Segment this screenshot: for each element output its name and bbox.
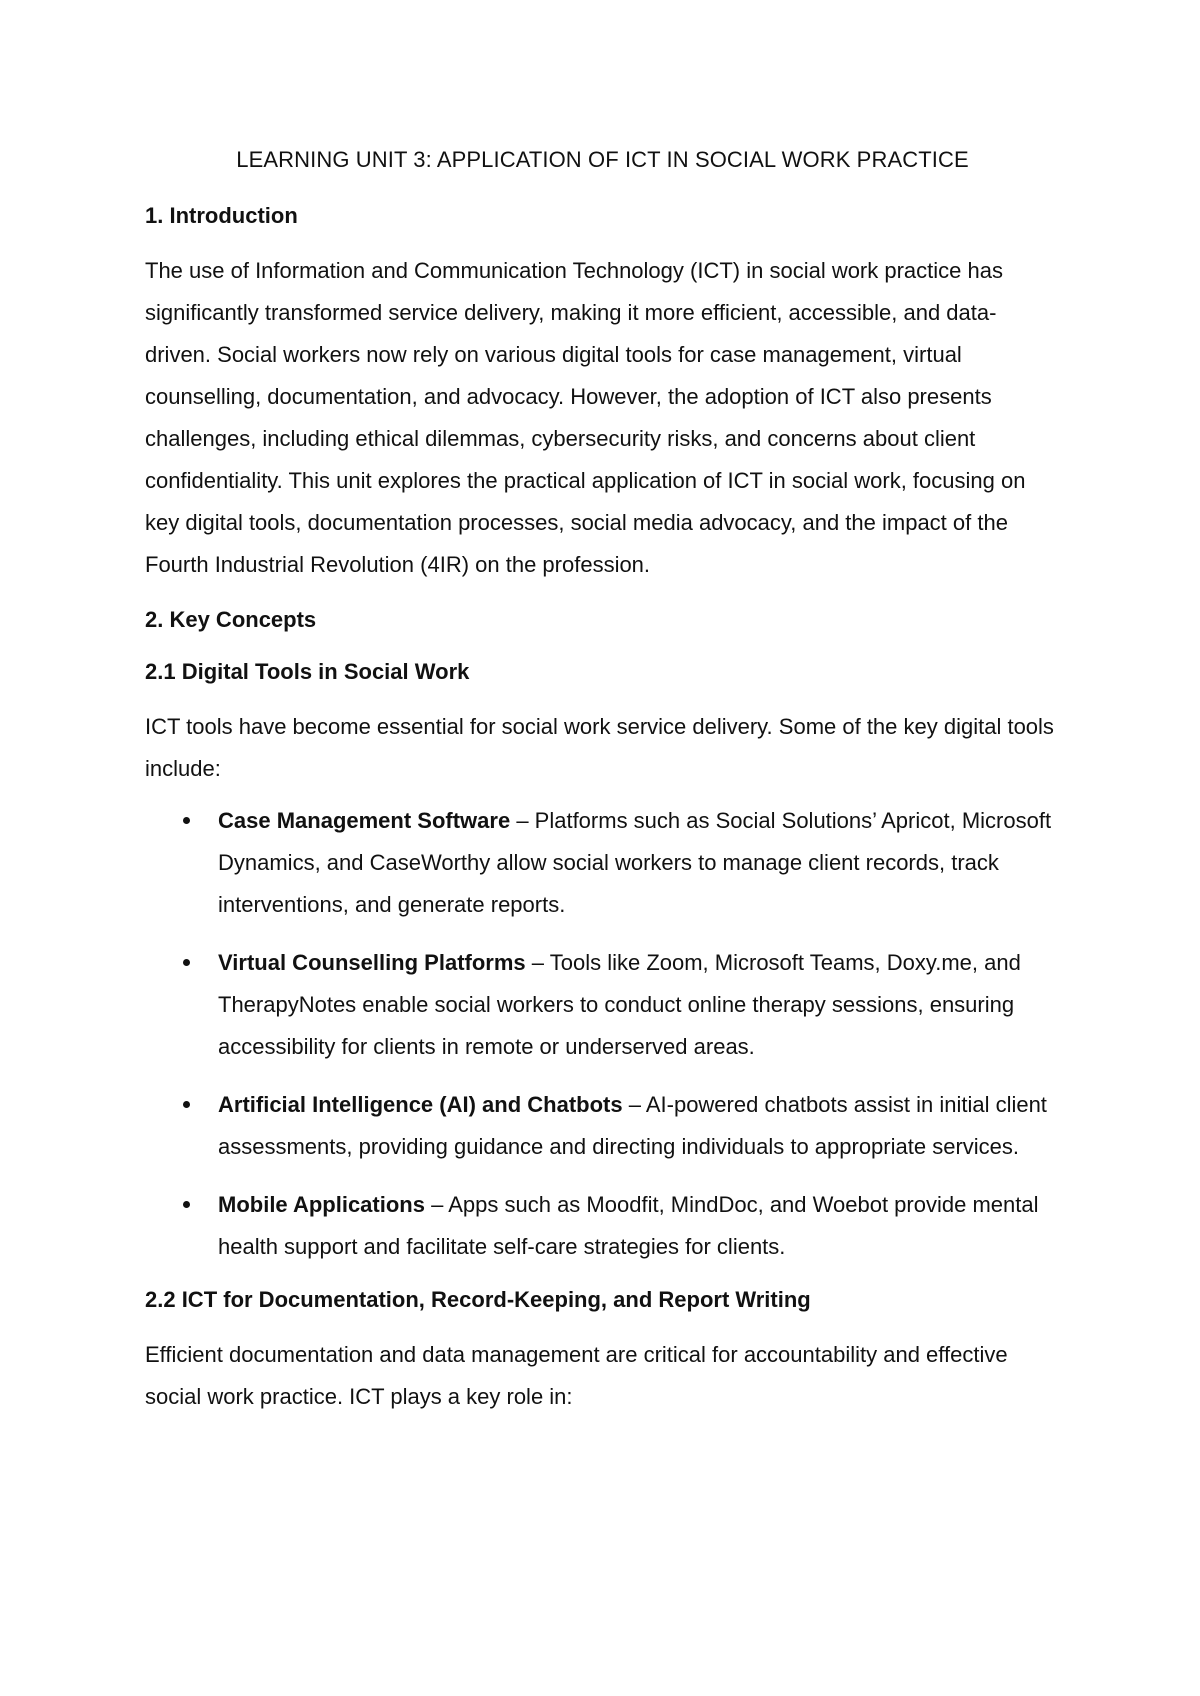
list-item-text: – AI-powered chatbots assist in initial client assessments, providing guidance and directing individuals to appropriate services.: [218, 1092, 1047, 1159]
introduction-paragraph: The use of Information and Communication Technology (ICT) in social work practice has significantly transformed service delivery, making it more efficient, accessible, and data-driven. Social workers now rely on various digital tools for case management, virtual counselling, documentation, and advocacy. However, the adoption of ICT also presents challenges, including ethical dilemmas, cybersecurity risks, and concerns about client confidentiality. This unit explores the practical application of ICT in social work, focusing on key digital tools, documentation processes, social media advocacy, and the impact of the Fourth Industrial Revolution (4IR) on the profession.: [145, 258, 1026, 577]
subsection-heading-documentation: 2.2 ICT for Documentation, Record-Keeping, and Report Writing: [145, 1287, 811, 1312]
list-item-term: Case Management Software: [218, 808, 511, 833]
section-heading-key-concepts: 2. Key Concepts: [145, 607, 317, 632]
section-heading-introduction: 1. Introduction: [145, 203, 298, 228]
bullet-icon: [183, 817, 190, 824]
list-item-term: Virtual Counselling Platforms: [218, 950, 526, 975]
documentation-paragraph: Efficient documentation and data management are critical for accountability and effective social work practice. ICT plays a key role in:: [145, 1342, 1008, 1409]
digital-tools-paragraph: ICT tools have become essential for social work service delivery. Some of the key digital tools include:: [145, 714, 1054, 781]
list-item-text: – Apps such as Moodfit, MindDoc, and Woebot provide mental health support and facilitate self-care strategies for clients.: [218, 1192, 1039, 1259]
bullet-icon: [183, 959, 190, 966]
list-item: [145, 1084, 1060, 1168]
list-item-text: – Platforms such as Social Solutions’ Apricot, Microsoft Dynamics, and CaseWorthy allow social workers to manage client records, track interventions, and generate reports.: [218, 808, 1052, 917]
document-title: LEARNING UNIT 3: APPLICATION OF ICT IN SOCIAL WORK PRACTICE: [236, 147, 969, 172]
list-item: [145, 800, 1060, 926]
list-item: [145, 942, 1060, 1068]
list-item-term: Mobile Applications: [218, 1192, 425, 1217]
bullet-icon: [183, 1201, 190, 1208]
list-item-term: Artificial Intelligence (AI) and Chatbots: [218, 1092, 623, 1117]
digital-tools-list: [145, 800, 1060, 1268]
subsection-heading-digital-tools: 2.1 Digital Tools in Social Work: [145, 659, 470, 684]
list-item: [145, 1184, 1060, 1268]
bullet-icon: [183, 1101, 190, 1108]
list-item-text: – Tools like Zoom, Microsoft Teams, Doxy.me, and TherapyNotes enable social workers to conduct online therapy sessions, ensuring accessibility for clients in remote or underserved areas.: [218, 950, 1021, 1059]
